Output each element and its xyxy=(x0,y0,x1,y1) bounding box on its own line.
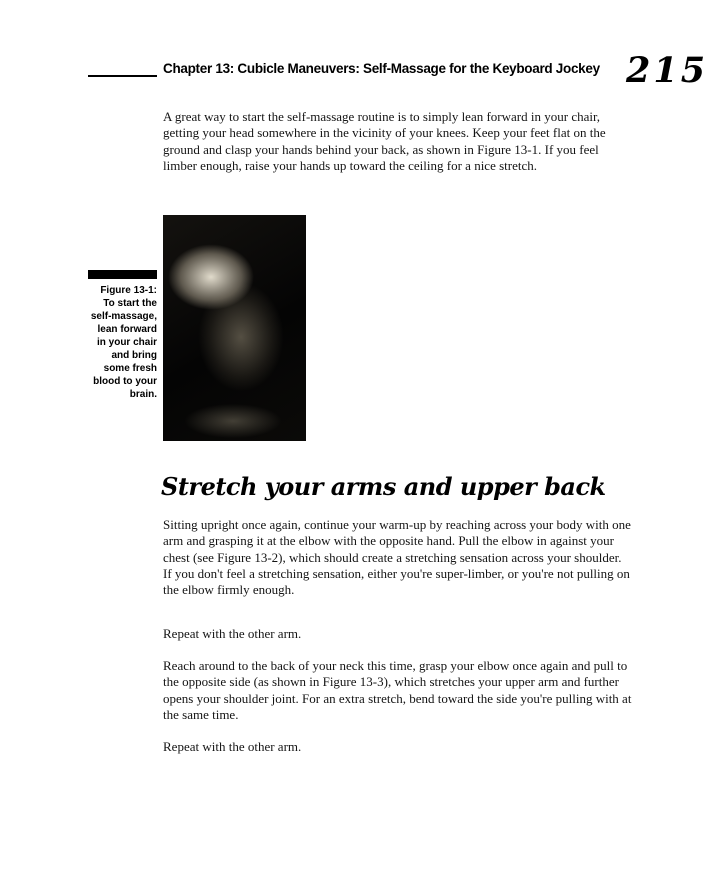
section-paragraph: Sitting upright once again, continue your warm-up by reaching across your body with one arm and grasping it at the elbow with the opposite hand. Pull the elbow in against your chest (see Figure 13-2), which should create a stretching sensation across your shoulder. If you don't feel a stretching sensation, either you're super-limber, or you're not pulling on the elbow firmly enough. xyxy=(163,517,631,598)
figure-caption-label: Figure 13-1: xyxy=(100,285,157,296)
caption-bar xyxy=(88,270,157,279)
page-number: 215 xyxy=(626,50,709,91)
section-paragraph-repeat: Repeat with the other arm. xyxy=(163,739,302,754)
figure-photo xyxy=(163,215,306,441)
section-heading: Stretch your arms and upper back xyxy=(161,472,606,501)
section-paragraph: Reach around to the back of your neck this time, grasp your elbow once again and pull to the opposite side (as shown in Figure 13-3), which stretches your upper arm and further opens your shoulder joint. For an extra stretch, bend toward the side you're pulling with at the same time. xyxy=(163,658,632,722)
chapter-title: Chapter 13: Cubicle Maneuvers: Self-Massage for the Keyboard Jockey xyxy=(163,61,600,76)
figure-caption xyxy=(86,284,157,401)
header-rule xyxy=(88,75,157,77)
intro-paragraph: A great way to start the self-massage routine is to simply lean forward in your chair, getting your head somewhere in the vicinity of your knees. Keep your feet flat on the ground and clasp your hands behind your back, as shown in Figure 13-1. If you feel limber enough, raise your hands up toward the ceiling for a nice stretch. xyxy=(163,109,606,173)
figure-caption-text: To start the self-massage, lean forward in your chair and bring some fresh blood to your brain. xyxy=(90,298,157,400)
section-paragraph-repeat: Repeat with the other arm. xyxy=(163,626,302,641)
